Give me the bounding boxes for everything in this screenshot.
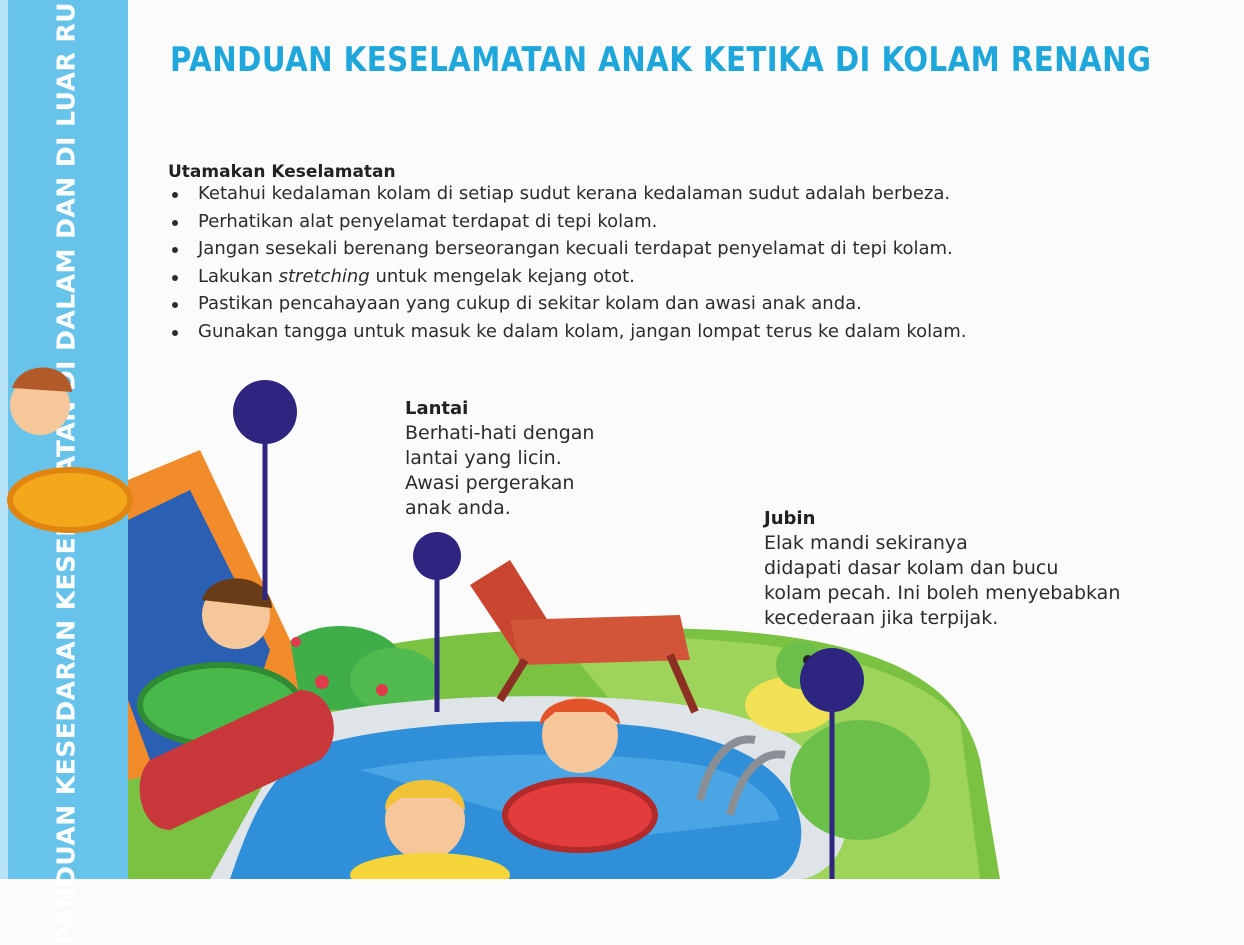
jubin-text: Elak mandi sekiranya didapati dasar kolam dan bucu kolam pecah. Ini boleh menyebabkan kecederaan jika terpijak. bbox=[764, 532, 1121, 629]
child-slide-top bbox=[10, 367, 130, 530]
lantai-text: Berhati-hati dengan lantai yang licin. Awasi pergerakan anak anda. bbox=[405, 422, 595, 519]
list-item: Ketahui kedalaman kolam di setiap sudut kerana kedalaman sudut adalah berbeza. bbox=[168, 180, 1188, 208]
list-item: Pastikan pencahayaan yang cukup di sekitar kolam dan awasi anak anda. bbox=[168, 290, 1188, 318]
list-item: Perhatikan alat penyelamat terdapat di tepi kolam. bbox=[168, 208, 1188, 236]
flower-icon bbox=[376, 684, 388, 696]
list-item: Gunakan tangga untuk masuk ke dalam kolam, jangan lompat terus ke dalam kolam. bbox=[168, 318, 1188, 346]
lantai-label bbox=[405, 398, 594, 521]
italic-term: stretching bbox=[278, 265, 370, 287]
page-title: PANDUAN KESELAMATAN ANAK KETIKA DI KOLAM RENANG bbox=[170, 40, 1152, 80]
list-item: Jangan sesekali berenang berseorangan kecuali terdapat penyelamat di tepi kolam. bbox=[168, 235, 1188, 263]
flower-icon bbox=[291, 637, 301, 647]
lantai-title: Lantai bbox=[405, 398, 469, 419]
jubin-title: Jubin bbox=[764, 508, 816, 529]
flower-icon bbox=[315, 675, 329, 689]
jubin-label bbox=[764, 508, 1120, 631]
section-heading: Utamakan Keselamatan bbox=[168, 162, 396, 182]
list-item: Lakukan stretching untuk mengelak kejang otot. bbox=[168, 263, 1188, 291]
